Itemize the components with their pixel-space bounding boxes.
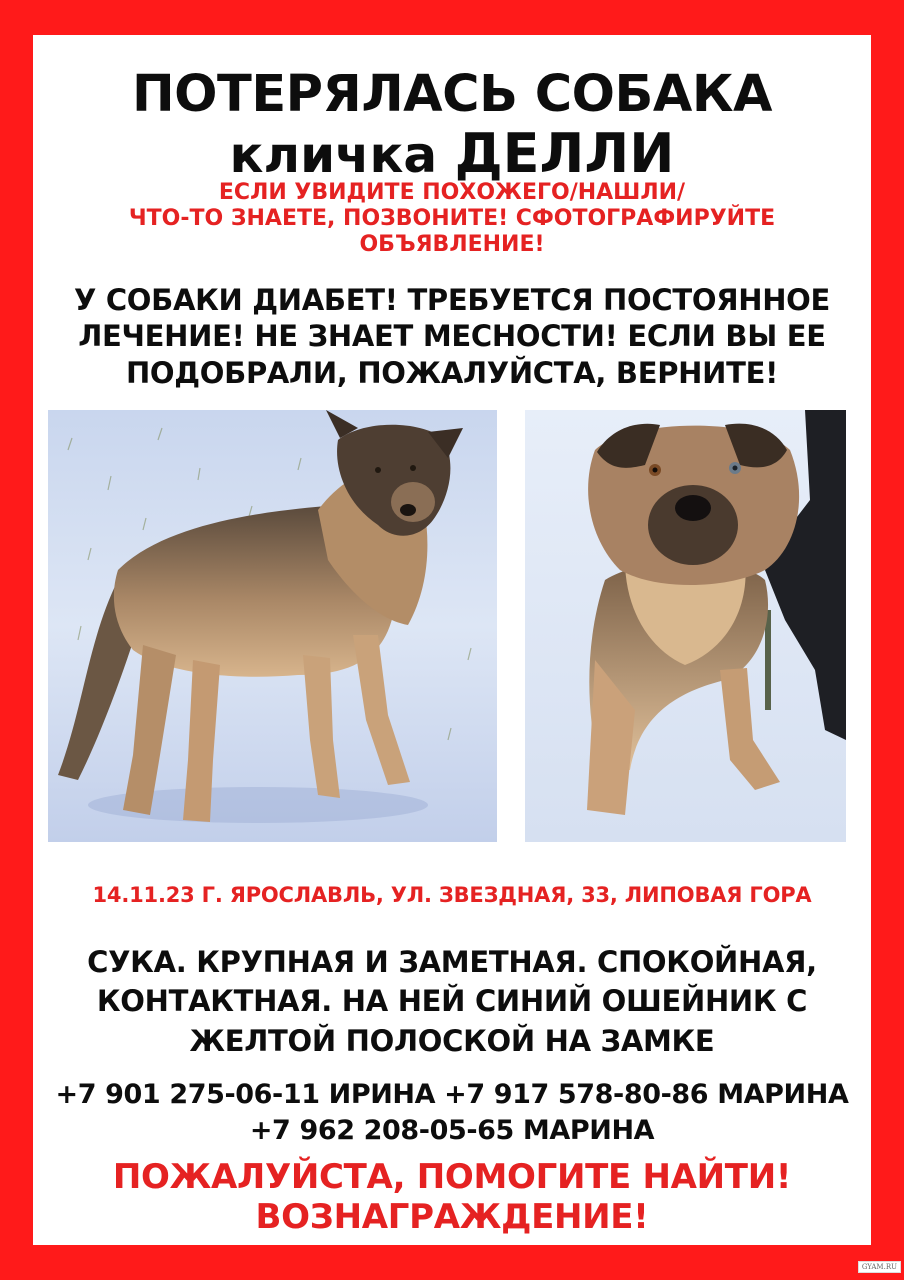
plea-reward: ВОЗНАГРАЖДЕНИЕ! xyxy=(255,1197,649,1237)
description-line-1: СУКА. КРУПНАЯ И ЗАМЕТНАЯ. СПОКОЙНАЯ, xyxy=(87,945,817,979)
contact-phones-2: +7 962 208-05-65 МАРИНА xyxy=(249,1115,655,1146)
date-location: 14.11.23 Г. ЯРОСЛАВЛЬ, УЛ. ЗВЕЗДНАЯ, 33, ЛИПОВАЯ ГОРА xyxy=(92,883,812,907)
poster-title: ПОТЕРЯЛАСЬ СОБАКА xyxy=(132,65,772,124)
dog-photo-front xyxy=(525,410,846,842)
dog-name: ДЕЛЛИ xyxy=(454,122,675,185)
request-line-3: ОБЪЯВЛЕНИЕ! xyxy=(359,232,545,257)
contact-phones-1: +7 901 275-06-11 ИРИНА +7 917 578-80-86 МАРИНА xyxy=(55,1079,849,1110)
description-line-2: КОНТАКТНАЯ. НА НЕЙ СИНИЙ ОШЕЙНИК С xyxy=(96,984,808,1018)
dog-photo-side xyxy=(48,410,497,842)
name-prefix: кличка xyxy=(229,126,438,184)
request-line-2: ЧТО-ТО ЗНАЕТЕ, ПОЗВОНИТЕ! СФОТОГРАФИРУЙТЕ xyxy=(128,206,776,231)
watermark: GYAM.RU xyxy=(858,1261,901,1273)
dog-name-line xyxy=(33,122,871,185)
medical-line-1: У СОБАКИ ДИАБЕТ! ТРЕБУЕТСЯ ПОСТОЯННОЕ xyxy=(73,283,831,317)
poster-sheet xyxy=(33,35,871,1245)
request-line-1: ЕСЛИ УВИДИТЕ ПОХОЖЕГО/НАШЛИ/ xyxy=(218,180,686,205)
medical-line-3: ПОДОБРАЛИ, ПОЖАЛУЙСТА, ВЕРНИТЕ! xyxy=(125,356,779,390)
description-line-3: ЖЕЛТОЙ ПОЛОСКОЙ НА ЗАМКЕ xyxy=(189,1024,715,1058)
plea-help-find: ПОЖАЛУЙСТА, ПОМОГИТЕ НАЙТИ! xyxy=(112,1157,792,1197)
medical-line-2: ЛЕЧЕНИЕ! НЕ ЗНАЕТ МЕСНОСТИ! ЕСЛИ ВЫ ЕЕ xyxy=(78,319,826,353)
